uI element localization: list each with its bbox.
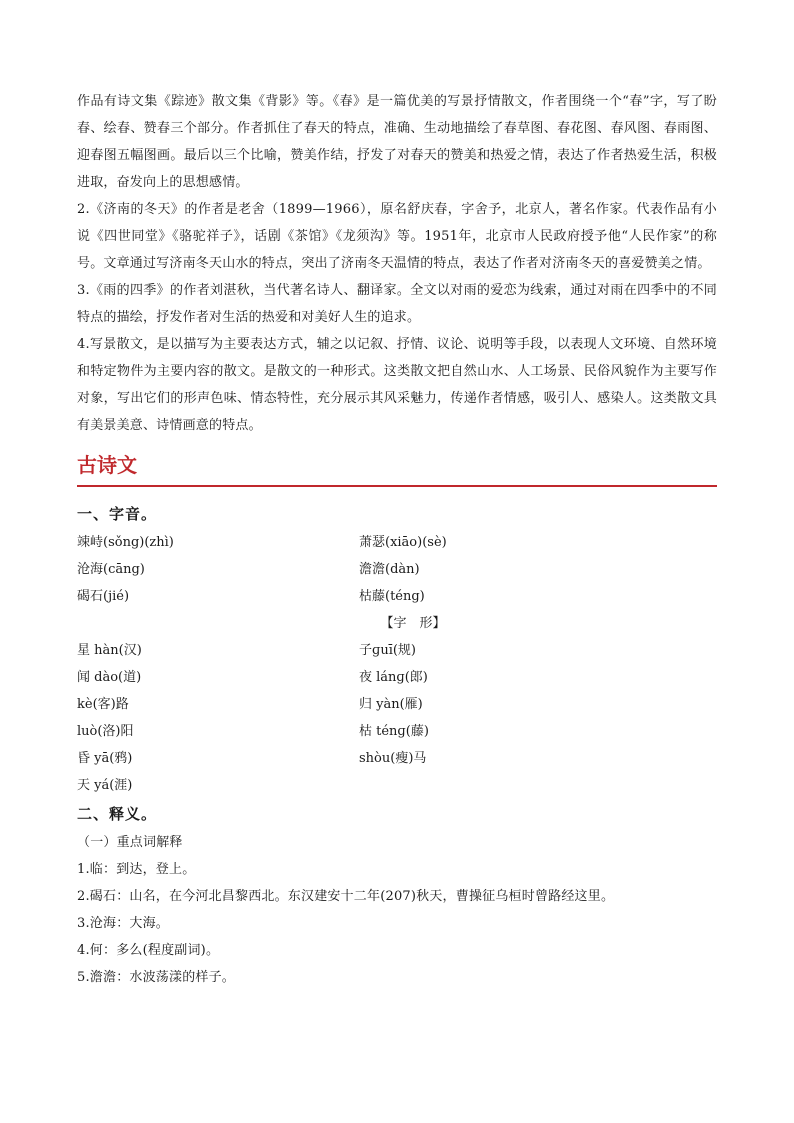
zi-xing-item: 昏 yā(鸦) [77,751,133,766]
gloss-item: 1.临：到达，登上。 [77,862,196,877]
zi-xing-item: 星 hàn(汉) [77,643,142,658]
shi-yi-heading: 二、释义。 [77,805,158,823]
zi-xing-item: 夜 lánɡ(郎) [359,670,428,685]
intro-paragraph-4: 4.写景散文，是以描写为主要表达方式，辅之以记叙、抒情、议论、说明等手段，以表现人文环境、自然环境和特定物件为主要内容的散文。是散文的一种形式。这类散文把自然山水、人工场景、民俗风貌作为主要写作对象，写出它们的形声色味、情态特性，充分展示其风采魅力，传递作者情感，吸引人、感染人。这类散文具有美景美意、诗情画意的特点。 [77,337,717,433]
zi-xing-item: kè(客)路 [77,697,129,712]
zi-xing-label: 【字 形】 [380,616,446,631]
zi-xing-grid [77,637,717,799]
shi-yi-list [77,829,717,991]
zi-xing-item: 天 yá(涯) [77,778,133,793]
gloss-item: 4.何：多么(程度副词)。 [77,943,220,958]
intro-paragraph-1: 作品有诗文集《踪迹》散文集《背影》等。《春》是一篇优美的写景抒情散文，作者围绕一个“春”字，写了盼春、绘春、赞春三个部分。作者抓住了春天的特点，准确、生动地描绘了春草图、春花图、春风图、春雨图、迎春图五幅图画。最后以三个比喻，赞美作结，抒发了对春天的赞美和热爱之情，表达了作者热爱生活，积极进取，奋发向上的思想感情。 [77,94,717,190]
zi-yin-item: 碣石(jié) [77,589,130,604]
gloss-item: 5.澹澹：水波荡漾的样子。 [77,970,236,985]
section-title: 古诗文 [77,447,717,487]
gloss-item: 3.沧海：大海。 [77,916,170,931]
intro-paragraph-3: 3.《雨的四季》的作者刘湛秋，当代著名诗人、翻译家。全文以对雨的爱恋为线索，通过对雨在四季中的不同特点的描绘，抒发作者对生活的热爱和对美好人生的追求。 [77,283,717,325]
zi-xing-item: 闻 dào(道) [77,670,142,685]
zi-yin-item: 萧瑟(xiāo)(sè) [359,535,447,550]
zi-yin-item: 竦峙(sǒng)(zhì) [77,535,174,550]
zi-xing-item: 枯 ténɡ(藤) [359,724,429,739]
zi-xing-item: 归 yàn(雁) [359,697,423,712]
zi-xing-item: shòu(瘦)马 [359,751,427,766]
zi-xing-item: 子ɡuī(规) [359,643,416,658]
document-page [77,88,717,991]
zi-yin-item: 枯藤(téng) [359,589,425,604]
zi-yin-grid [77,529,717,610]
intro-paragraph-2: 2.《济南的冬天》的作者是老舍（1899—1966），原名舒庆春，字舍予，北京人，著名作家。代表作品有小说《四世同堂》《骆驼祥子》，话剧《茶馆》《龙须沟》等。1951年，北京市人民政府授予他“人民作家”的称号。文章通过写济南冬天山水的特点，突出了济南冬天温情的特点，表达了作者对济南冬天的喜爱赞美之情。 [77,202,717,271]
zi-yin-heading: 一、字音。 [77,505,158,523]
zi-yin-item: 沧海(cāng) [77,562,145,577]
zi-xing-empty [359,772,699,799]
zi-xing-item: luò(洛)阳 [77,724,134,739]
zi-yin-item: 澹澹(dàn) [359,562,420,577]
shi-yi-subheading: （一）重点词解释 [77,835,183,850]
gloss-item: 2.碣石：山名，在今河北昌黎西北。东汉建安十二年(207)秋天，曹操征乌桓时曾路经这里。 [77,889,615,904]
